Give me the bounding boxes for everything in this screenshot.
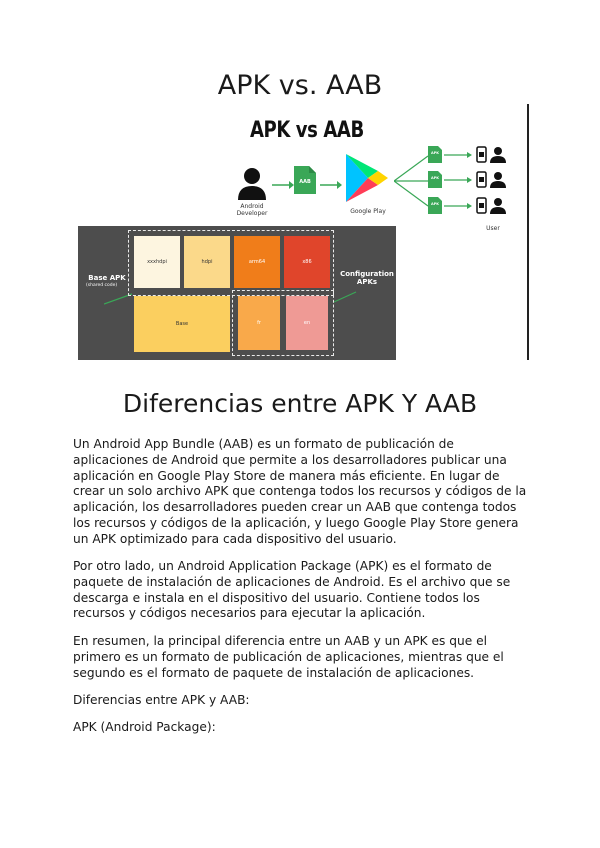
phone-user-icon [476,171,508,189]
cell-base: Base [134,296,230,352]
apk-badge-label: APK [431,202,439,206]
page-title: APK vs. AAB [217,70,383,101]
paragraph-summary: En resumen, la principal diferencia entre un AAB y un APK es que el primero es un formato de publicación de aplicaciones, mientras que el segundo es el formato de paquete de instalación de aplicaciones. [73,634,504,680]
base-apk-label: Base APK [88,274,126,282]
section-heading: Diferencias entre APK Y AAB [122,389,478,418]
pointer-line [334,290,358,304]
phone-user-icon [476,197,508,215]
divider-line [527,104,529,360]
user-label: User [486,225,500,232]
developer-icon [236,166,268,202]
config-apks-label-line1: Configuration [340,270,394,278]
cell-en: en [286,296,328,350]
cell-xxxhdpi: xxxhdpi [134,236,180,288]
developer-label-line2: Developer [236,210,268,217]
cell-x86: x86 [284,236,330,288]
apk-badge-label: APK [431,176,439,180]
cell-fr: fr [238,296,280,350]
google-play-icon [344,152,390,204]
cell-hdpi: hdpi [184,236,230,288]
arrow-icon [320,180,342,190]
config-apks-label-line2: APKs [356,278,378,286]
phone-user-icon [476,146,508,164]
split-apk-panel [78,226,396,360]
paragraph-aab: Un Android App Bundle (AAB) es un formato de publicación de aplicaciones de Android que permite a los desarrolladores publicar una aplicación en Google Play Store de manera más eficiente. En lugar de crear un solo archivo APK que contenga todos los recursos y códigos de la aplicación, los desarrolladores pueden crear un AAB que contenga todos los recursos y códigos de la aplicación, y luego Google Play Store genera un APK optimizado para cada dispositivo del usuario. [73,437,527,546]
arrow-icon [444,175,472,185]
paragraph-differences-intro: Diferencias entre APK y AAB: [73,693,250,707]
aab-badge-label: AAB [299,179,311,185]
developer-label-line1: Android [240,203,264,210]
cell-arm64: arm64 [234,236,280,288]
arrow-icon [444,150,472,160]
apk-vs-aab-diagram [76,104,530,360]
paragraph-apk-heading: APK (Android Package): [73,720,216,734]
arrow-icon [444,201,472,211]
apk-badge-label: APK [431,151,439,155]
diagram-title: APK vs AAB [250,118,364,143]
arrow-icon [272,180,294,190]
base-apk-sublabel: (shared code) [86,283,118,288]
google-play-label: Google Play [350,208,386,215]
paragraph-apk: Por otro lado, un Android Application Package (APK) es el formato de paquete de instalación de aplicaciones de Android. Es el archivo que se descarga e instala en el dispositivo del usuario. Contiene todos los recursos y códigos necesarios para ejecutar la aplicación. [73,559,511,621]
